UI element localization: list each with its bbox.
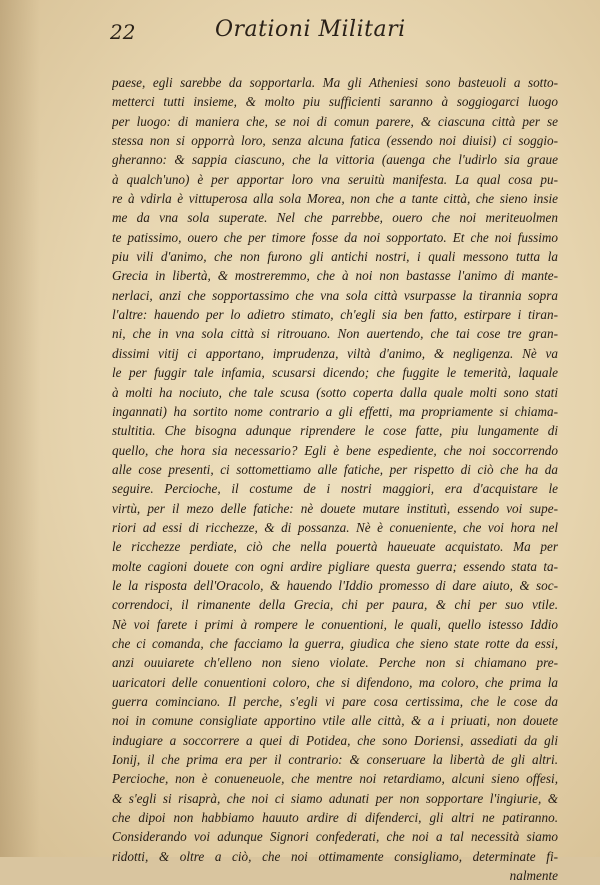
text-line: virtù, per il mezo delle fatiche: nè douete mutare institutì, essendo voi supe- <box>112 500 558 516</box>
text-line: ni, che in vna sola città si ritrouano. Non auertendo, che tai cose tre gran- <box>112 326 558 342</box>
text-line: l'altre: hauendo per lo adietro stimato, ch'egli sia ben fatto, estirpare i tiran- <box>112 307 558 323</box>
text-line: seguire. Percioche, il costume de i nostri maggiori, era d'acquistare le <box>112 481 558 497</box>
text-line: alle cose presenti, ci sottomettiamo alle fatiche, per rispetto di ciò che ha da <box>112 461 558 477</box>
text-line: ridotti, & oltre a ciò, che noi ottimamente consigliamo, determinate fi- <box>112 848 558 864</box>
text-line: à molti ha nociuto, che tale scusa (sotto coperta dalla quale molti sono stati <box>112 384 558 400</box>
text-line: correndoci, il rimanente della Grecia, chi per paura, & chi per suo vtile. <box>112 597 558 613</box>
text-line: gheranno: & sappia ciascuno, che la vittoria (auenga che l'udirlo sia graue <box>112 152 558 168</box>
text-line: stessa non si opporrà loro, senza alcuna fatica (essendo noi diuisi) ci soggio- <box>112 133 558 149</box>
text-line: paese, egli sarebbe da sopportarla. Ma gli Atheniesi sono basteuoli a sotto- <box>112 75 558 90</box>
text-line: à qualch'uno) è per apportar loro vna seruitù manifesta. La qual cosa pu- <box>112 171 558 187</box>
text-line: che dipoi non habbiamo hauuto ardire di difenderci, gli altri ne patiranno. <box>112 810 558 826</box>
text-line: quello, che hora sia necessario? Egli è bene espediente, che noi soccorrendo <box>112 442 558 458</box>
text-line: nerlaci, anzi che sopportassimo che vna sola città vsurpasse la tirannia sopra <box>112 287 558 303</box>
text-line: Ionij, il che prima era per il contrario: & conseruare la libertà de gli altri. <box>112 752 558 768</box>
text-line: re à vdirla è vittuperosa alla sola Morea, non che a tante città, che sieno insie <box>112 191 558 207</box>
text-line: Percioche, non è conueneuole, che mentre noi retardiamo, alcuni sieno offesi, <box>112 771 558 787</box>
running-head: Orationi Militari <box>215 17 406 42</box>
text-line: nalmente <box>509 868 558 884</box>
text-line: le ricchezze perdiate, ciò che nella pouertà haueuate acquistato. Ma per <box>112 539 558 555</box>
text-line: te patissimo, ouero che per timore fosse da noi sopportato. Et che noi fussimo <box>112 229 558 245</box>
text-line: ingannati) ha sortito nome contrario a gli effetti, ma propriamente si chiama- <box>112 403 558 419</box>
text-line: piu vili d'animo, che non furono gli antichi nostri, i quali messono tutta la <box>112 249 558 265</box>
page-gutter-shadow <box>0 0 40 857</box>
text-line: le per fuggir tale infamia, scusarsi dicendo; che fuggite le temerità, laquale <box>112 365 558 381</box>
text-line: riori ad essi di ricchezze, & di possanza. Nè è conueniente, che voi hora nel <box>112 519 558 535</box>
text-line: Nè voi farete i primi à rompere le conuentioni, le quali, quello istesso Iddio <box>112 616 558 632</box>
text-line: molte cagioni douete con ogni ardire pigliare questa guerra; essendo stata ta- <box>112 558 558 574</box>
text-line: & s'egli si risaprà, che noi ci siamo adunati per non sopportare l'ingiurie, & <box>112 790 558 806</box>
text-line: le la risposta dell'Oracolo, & hauendo l'Iddio promesso di dare aiuto, & soc- <box>112 577 558 593</box>
text-line: per luogo: di maniera che, se noi di comun parere, & ciascuna città per se <box>112 113 558 129</box>
text-line: indugiare a soccorrere a quei di Potidea, che sono Doriensi, assediati da gli <box>112 732 558 748</box>
text-line: Considerando voi adunque Signori confederati, che noi a tal necessità siamo <box>112 829 558 845</box>
text-line: guerra cominciano. Il perche, s'egli vi pare cosa certissima, che le cose da <box>112 694 558 709</box>
text-body <box>112 73 558 885</box>
text-line: stultitia. Che bisogna adunque riprendere le cose fatte, piu lungamente di <box>112 423 558 439</box>
text-line: anzi ouuiarete ch'elleno non sieno violate. Perche non si chiamano pre- <box>112 655 558 671</box>
text-line: uaricatori delle conuentioni coloro, che si difendono, ma coloro, che prima la <box>112 674 558 690</box>
text-line: che ci comanda, che facciamo la guerra, giudica che sieno state rotte da essi, <box>112 635 558 651</box>
text-line: metterci tutti insieme, & molto piu sufficienti saranno à soggiogarci luogo <box>112 94 558 110</box>
page-number: 22 <box>110 20 136 44</box>
text-line: noi in comune consigliate apportino vtile alle città, & a i priuati, non douete <box>112 713 558 729</box>
text-line: Grecia in libertà, & mostreremmo, che à noi non bastasse l'animo di mante- <box>112 268 558 284</box>
text-line: dissimi vitij ci apportano, imprudenza, viltà d'animo, & negligenza. Nè va <box>112 345 558 361</box>
text-line: me da vna sola superate. Nel che parrebbe, ouero che noi meriteuolmen <box>112 210 558 226</box>
